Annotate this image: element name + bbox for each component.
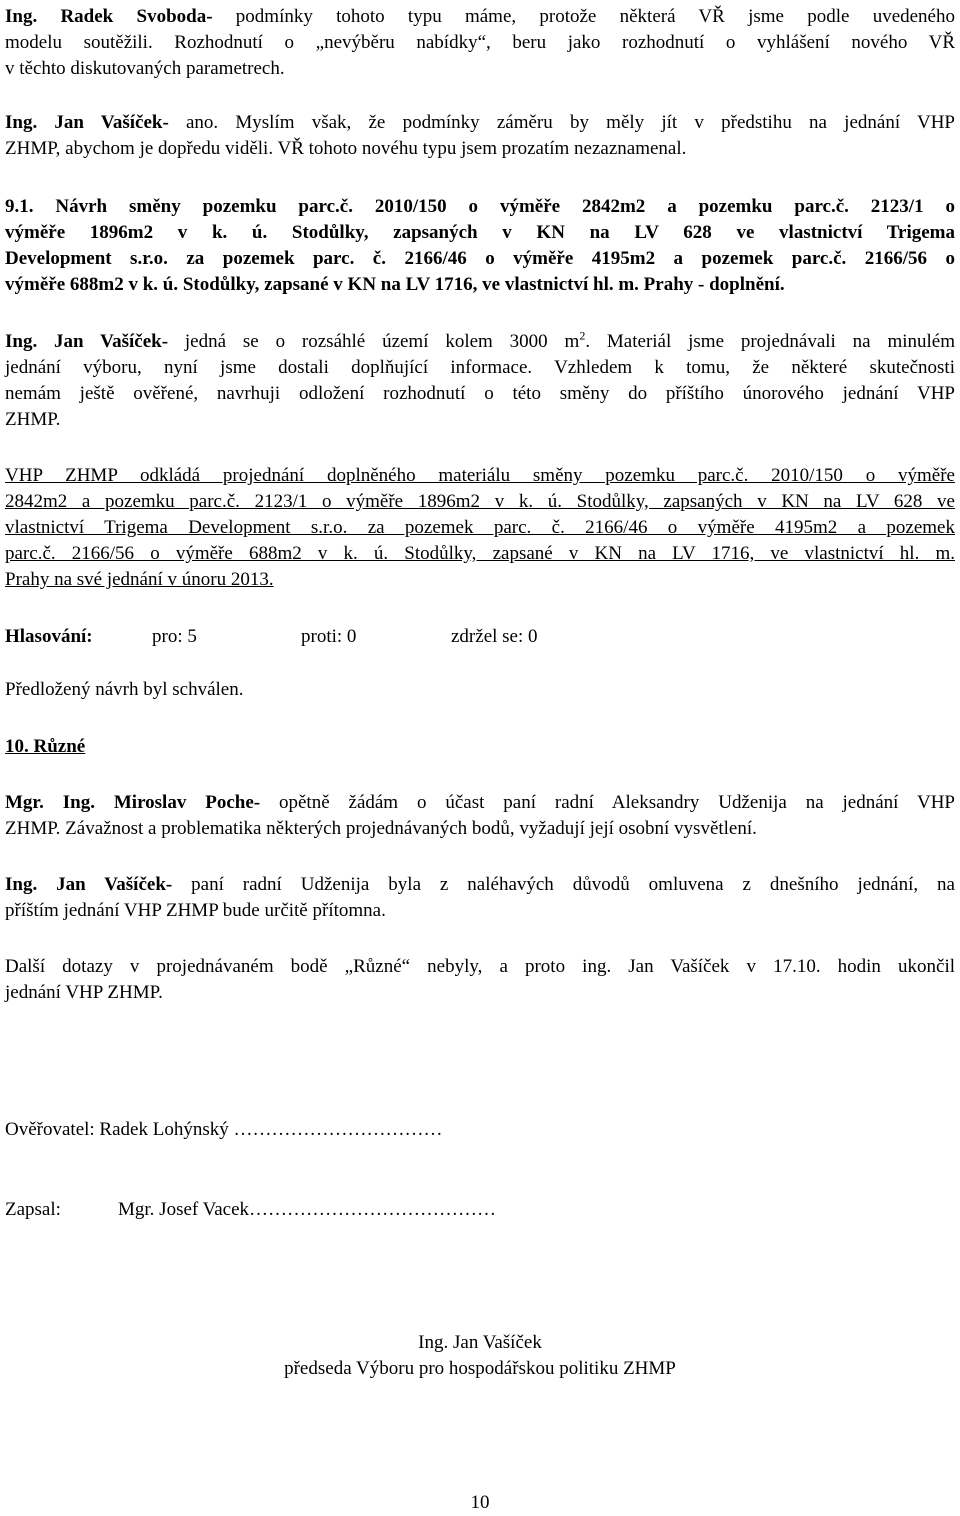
resolution-text: VHP ZHMP odkládá projednání doplněného materiálu směny pozemku parc.č. 2010/150 o výměře 2842m2 a pozemku parc.č. 2123/1 o výměře 1896m2 v k. ú. Stodůlky, zapsaných v KN na LV 628 ve vlastnictví Trigema Development s.r.o. za pozemek parc. č. 2166/46 o výměře 4195m2 a pozemek parc.č. 2166/56 o výměře 688m2 v k. ú. Stodůlky, zapsané v KN na LV 1716, ve vlastnictví hl. m. Prahy na své jednání v únoru 2013. <box>5 465 955 590</box>
vote-pro: pro: 5 <box>152 626 197 647</box>
speaker-name: Ing. Radek Svoboda- <box>5 6 213 27</box>
approval-statement: Předložený návrh byl schválen. <box>5 679 244 700</box>
paragraph-poche: Mgr. Ing. Miroslav Poche- opětně žádám o účast paní radní Aleksandry Udženija na jednání VHP ZHMP. Závažnost a problematika některých projednávaných bodů, vyžadují její osobní vysvětlení. <box>5 792 955 839</box>
paragraph-svoboda: Ing. Radek Svoboda- podmínky tohoto typu máme, protože některá VŘ jsme podle uvedeného modelu soutěžili. Rozhodnutí o „nevýběru nabídky“, beru jako rozhodnutí o vyhlášení nového VŘ v těchto diskutovaných parametrech. <box>5 6 955 79</box>
signature-title: předseda Výboru pro hospodářskou politiku ZHMP <box>284 1358 676 1379</box>
signature-name: Ing. Jan Vašíček <box>418 1332 542 1353</box>
agenda-item-9-1-heading: 9.1. Návrh směny pozemku parc.č. 2010/150 o výměře 2842m2 a pozemku parc.č. 2123/1 o výměře 1896m2 v k. ú. Stodůlky, zapsaných v KN na LV 628 ve vlastnictví Trigema Development s.r.o. za pozemek parc. č. 2166/46 o výměře 4195m2 a pozemek parc.č. 2166/56 o výměře 688m2 v k. ú. Stodůlky, zapsané v KN na LV 1716, ve vlastnictví hl. m. Prahy - doplnění. <box>5 196 955 295</box>
closing-paragraph: Další dotazy v projednávaném bodě „Různé“ nebyly, a proto ing. Jan Vašíček v 17.10. hodin ukončil jednání VHP ZHMP. <box>5 956 955 1003</box>
recorder-label: Zapsal: <box>5 1199 61 1220</box>
recorder-name: Mgr. Josef Vacek………………………………… <box>118 1199 497 1220</box>
vote-proti: proti: 0 <box>301 626 357 647</box>
verifier-line: Ověřovatel: Radek Lohýnský …………………………… <box>5 1119 443 1140</box>
paragraph-vasicek-2: Ing. Jan Vašíček- jedná se o rozsáhlé území kolem 3000 $m^2$. Materiál jsme projednávali na minulém jednání výboru, nyní jsme dostali doplňující informace. Vzhledem k tomu, že některé skutečnosti nemám ještě ověřené, navrhuji odložení rozhodnutí o této směny do příštího únorového jednání VHP ZHMP. <box>5 328 955 430</box>
section-10-heading: 10. Různé <box>5 736 86 757</box>
vote-result <box>5 624 955 650</box>
page-number: 10 <box>470 1492 490 1513</box>
speaker-name: Ing. Jan Vašíček- <box>5 112 169 133</box>
speaker-name: Mgr. Ing. Miroslav Poche- <box>5 792 261 813</box>
speaker-name: Ing. Jan Vašíček- <box>5 331 169 352</box>
vote-label: Hlasování: <box>5 626 93 647</box>
speaker-name: Ing. Jan Vašíček- <box>5 874 173 895</box>
paragraph-vasicek-1: Ing. Jan Vašíček- ano. Myslím však, že podmínky záměru by měly jít v předstihu na jednání VHP ZHMP, abychom je dopředu viděli. VŘ tohoto novéhu typu jsem prozatím nezaznamenal. <box>5 112 955 159</box>
vote-zdrzel: zdržel se: 0 <box>451 626 538 647</box>
recorder-line <box>5 1197 955 1223</box>
paragraph-vasicek-3: Ing. Jan Vašíček- paní radní Udženija byla z naléhavých důvodů omluvena z dnešního jednání, na příštím jednání VHP ZHMP bude určitě přítomna. <box>5 874 955 921</box>
